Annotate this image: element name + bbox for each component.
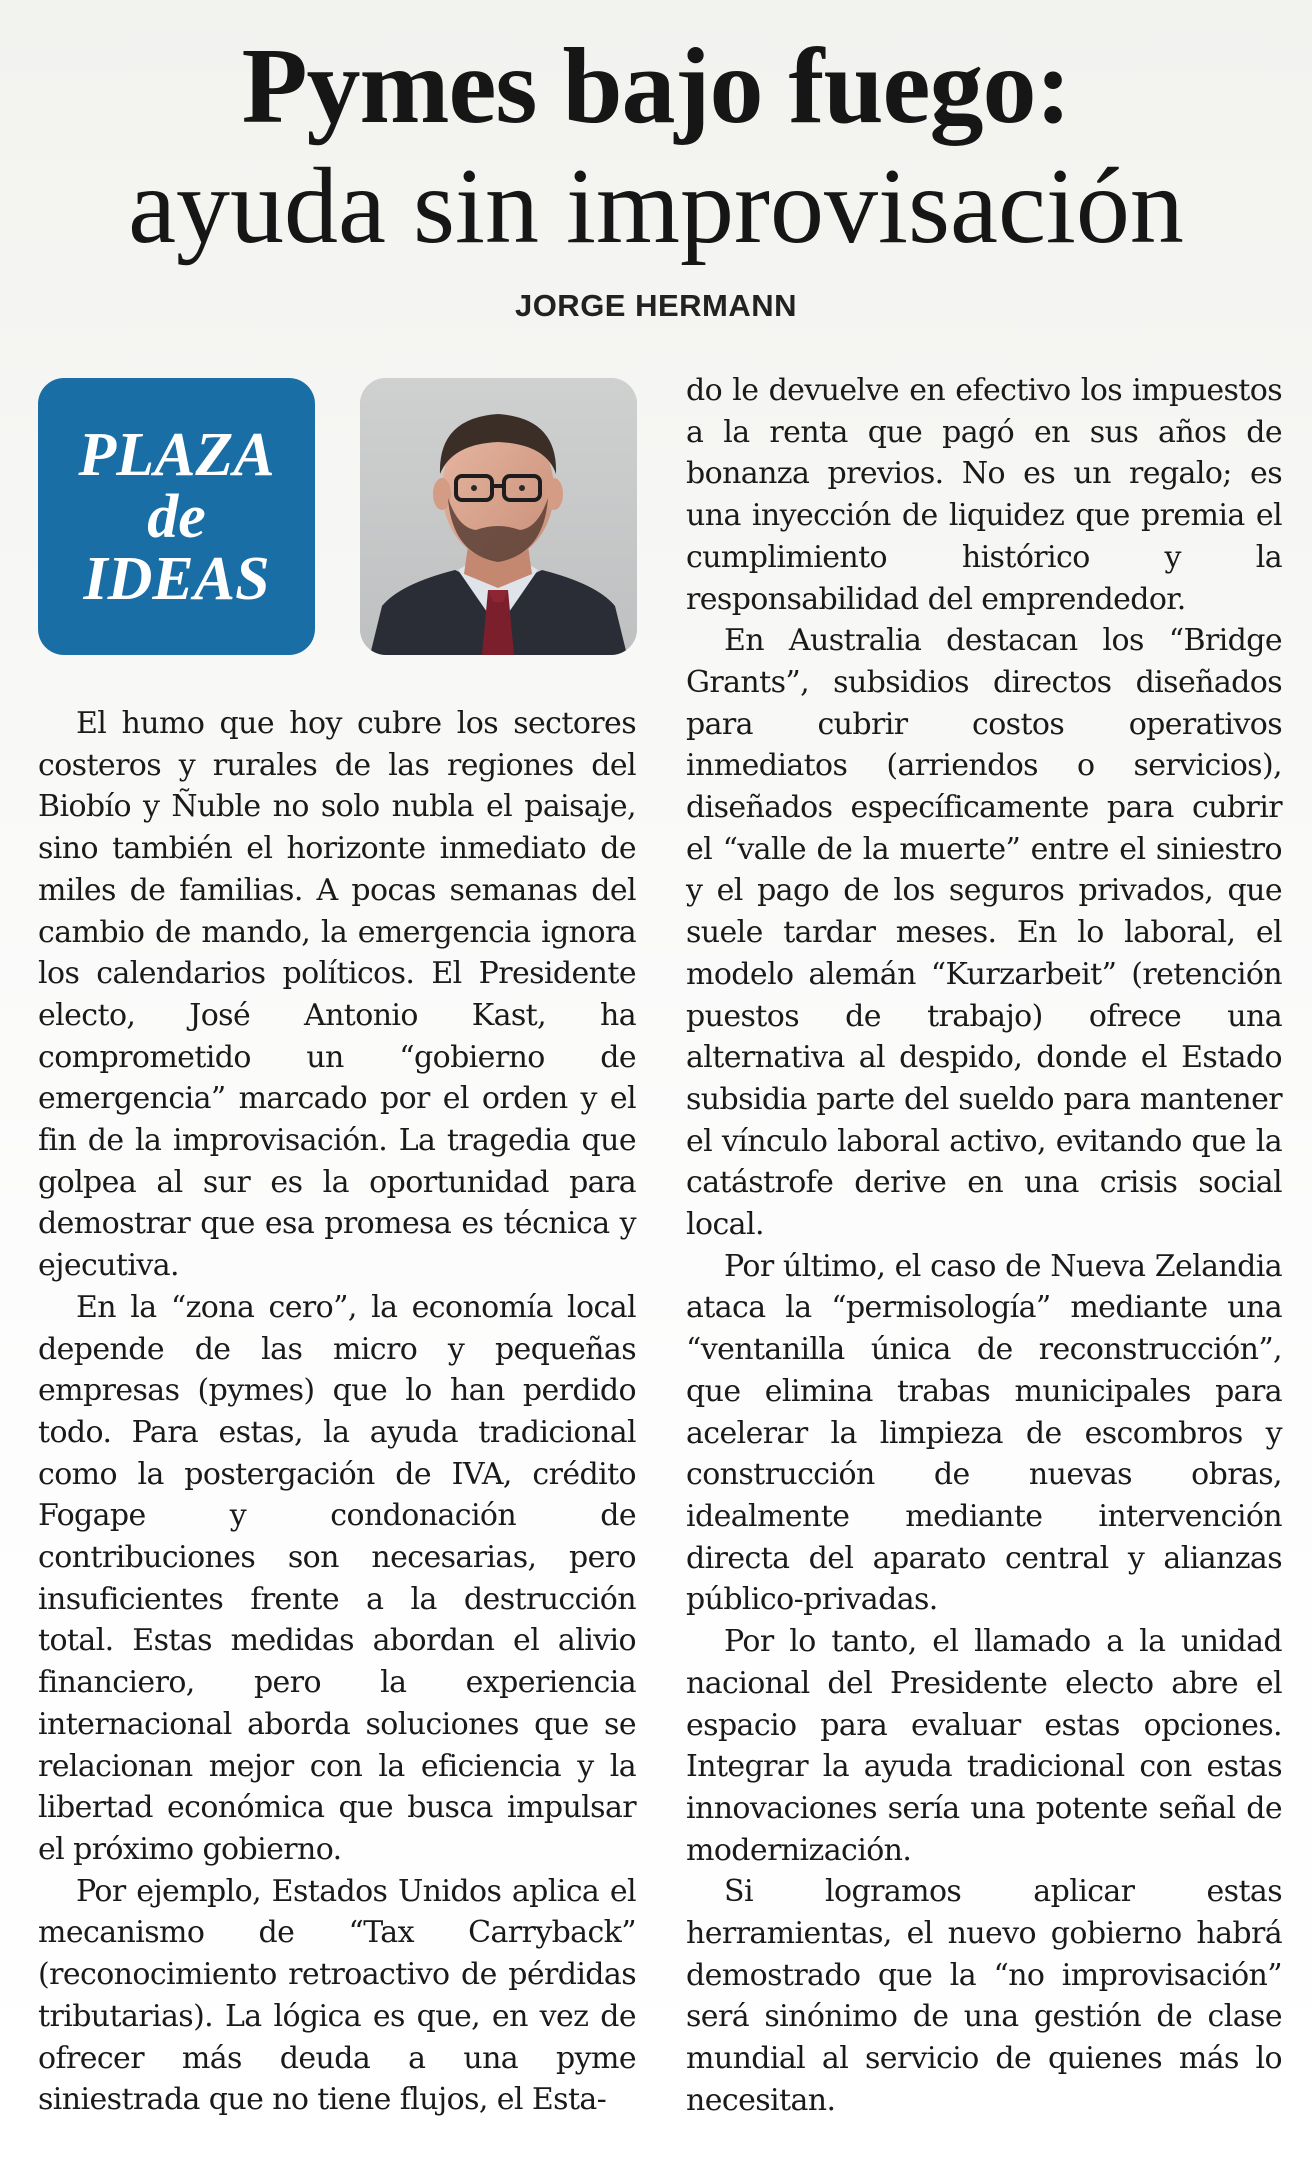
section-badge — [38, 378, 315, 655]
article-paragraph: Por lo tanto, el llamado a la unidad nacional del Presidente electo abre el espacio para evaluar estas opciones. Integrar la ayuda tradicional con estas innovaciones sería una potente señal de modernización. — [686, 1624, 1282, 1868]
article-paragraph: En Australia destacan los “Bridge Grants”, subsidios directos diseñados para cubrir costos operativos inmediatos (arriendos o servicios), diseñados específicamente para cubrir el “valle de la muerte” entre el siniestro y el pago de los seguros privados, que suele tardar meses. En lo laboral, el modelo alemán “Kurzarbeit” (retención puestos de trabajo) ofrece una alternativa al despido, donde el Estado subsidia parte del sueldo para mantener el vínculo laboral activo, evitando que la catástrofe derive en una crisis social local. — [686, 623, 1282, 1243]
headline — [0, 28, 1312, 268]
section-badge-line-2: de — [147, 482, 206, 551]
article-paragraph: Si logramos aplicar estas herramientas, el nuevo gobierno habrá demostrado que la “no improvisación” será sinónimo de una gestión de clase mundial al servicio de quienes más lo necesitan. — [686, 1874, 1282, 2118]
article-paragraph: Por último, el caso de Nueva Zelandia ataca la “permisología” mediante una “ventanilla única de reconstrucción”, que elimina trabas municipales para acelerar la limpieza de escombros y construcción de nuevas obras, idealmente mediante intervención directa del aparato central y alianzas público-privadas. — [686, 1248, 1282, 1618]
article-paragraph: En la “zona cero”, la economía local depende de las micro y pequeñas empresas (pymes) que lo han perdido todo. Para estas, la ayuda tradicional como la postergación de IVA, crédito Fogape y condonación de contribuciones son necesarias, pero insuficientes frente a la destrucción total. Estas medidas abordan el alivio financiero, pero la experiencia internacional aborda soluciones que se relacionan mejor con la eficiencia y la libertad económica que busca impulsar el próximo gobierno. — [38, 1289, 636, 1867]
section-badge-line-3: IDEAS — [83, 544, 270, 613]
section-badge-line-1: PLAZA — [78, 420, 275, 489]
article-paragraph-continued: do le devuelve en efectivo los impuestos a la renta que pagó en sus años de bonanza previos. No es un regalo; es una inyección de liquidez que premia el cumplimiento histórico y la responsabilidad del emprendedor. — [686, 373, 1282, 617]
article-column-left — [38, 703, 636, 2121]
headline-line-1: Pymes bajo fuego: — [241, 27, 1071, 146]
headline-line-2: ayuda sin improvisación — [128, 147, 1184, 266]
article-paragraph: El humo que hoy cubre los sectores costeros y rurales de las regiones del Biobío y Ñuble no solo nubla el paisaje, sino también el horizonte inmediato de miles de familias. A pocas semanas del cambio de mando, la emergencia ignora los calendarios políticos. El Presidente electo, José Antonio Kast, ha comprometido un “gobierno de emergencia” marcado por el orden y el fin de la improvisación. La tragedia que golpea al sur es la oportunidad para demostrar que esa promesa es técnica y ejecutiva. — [38, 706, 636, 1284]
article-paragraph: Por ejemplo, Estados Unidos aplica el mecanismo de “Tax Carryback” (reconocimiento retroactivo de pérdidas tributarias). La lógica es que, en vez de ofrecer más deuda a una pyme siniestrada que no tiene flujos, el Esta- — [38, 1873, 636, 2118]
article-column-right — [686, 370, 1282, 2122]
author-photo — [360, 378, 637, 655]
author-byline: JORGE HERMANN — [514, 288, 798, 323]
